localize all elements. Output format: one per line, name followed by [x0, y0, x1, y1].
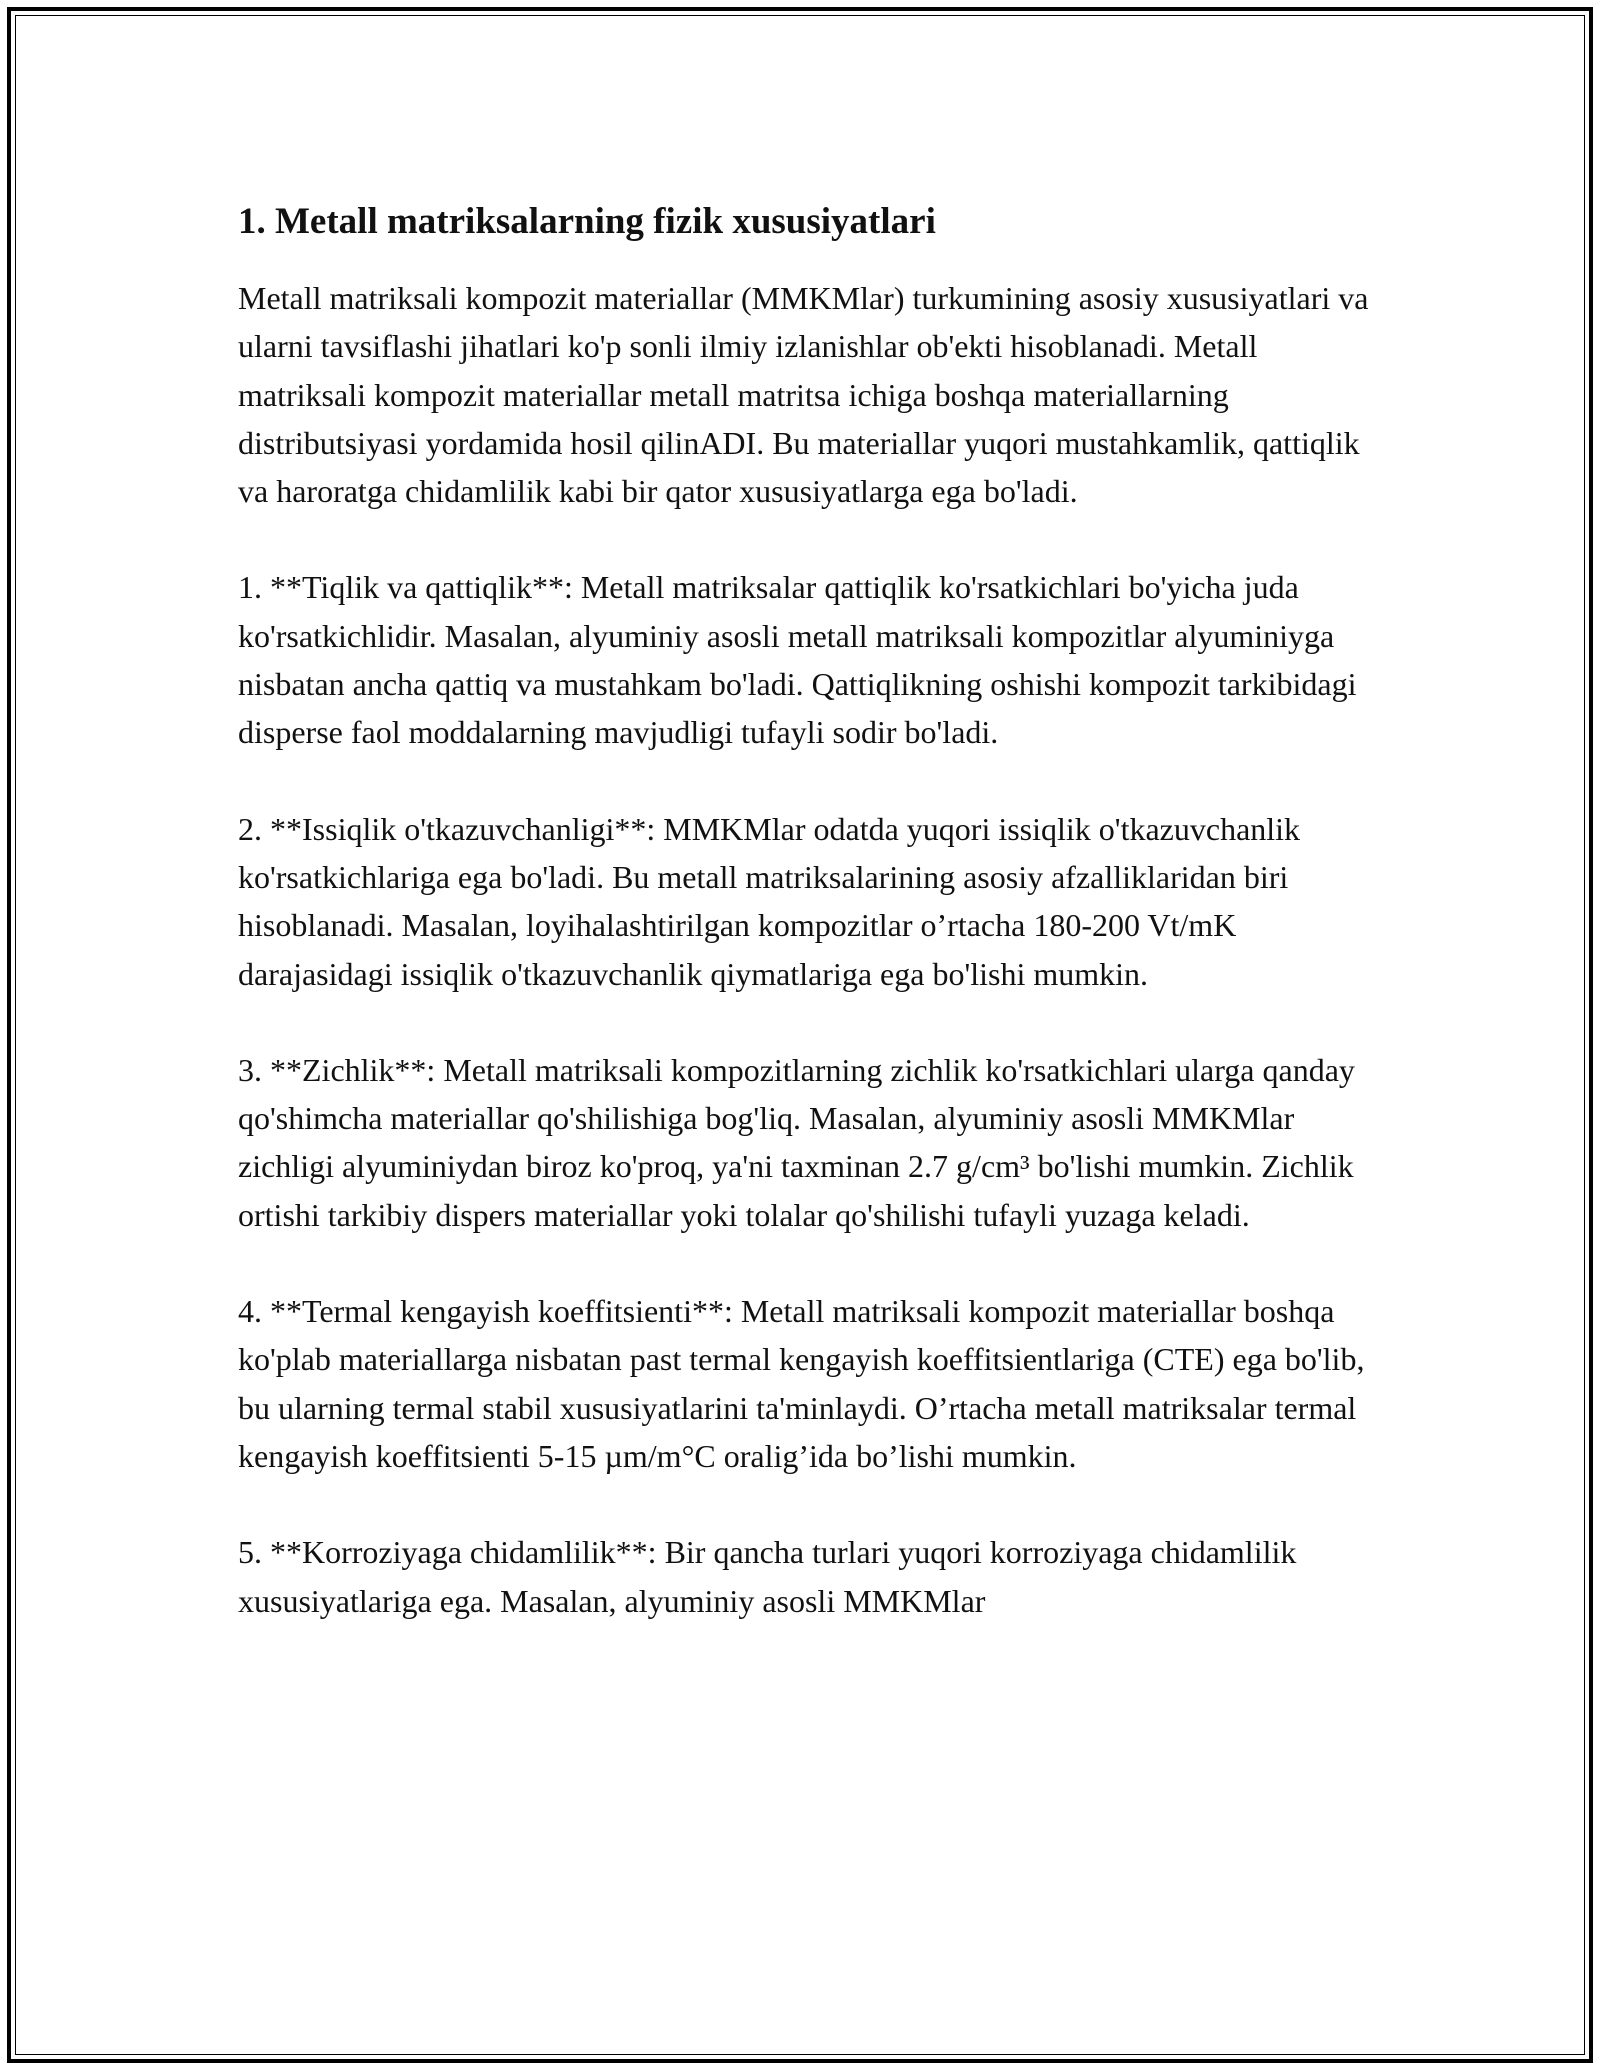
paragraph-thermal-conductivity: 2. **Issiqlik o'tkazuvchanligi**: MMKMlar odatda yuqori issiqlik o'tkazuvchanlik ko'rsatkichlariga ega bo'ladi. Bu metall matriksalarining asosiy afzalliklaridan biri hisoblanadi. Masalan, loyihalashtirilgan kompozitlar o’rtacha 180-200 Vt/mK darajasidagi issiqlik o'tkazuvchanlik qiymatlariga ega bo'lishi mumkin. [238, 810, 1301, 992]
paragraph-density: 3. **Zichlik**: Metall matriksali kompozitlarning zichlik ko'rsatkichlari ularga qanday qo'shimcha materiallar qo'shilishiga bog'liq. Masalan, alyuminiy asosli MMKMlar zichligi alyuminiydan biroz ko'proq, ya'ni taxminan 2.7 g/cm³ bo'lishi mumkin. Zichlik ortishi tarkibiy dispers materiallar yoki tolalar qo'shilishi tufayli yuzaga keladi. [238, 1051, 1355, 1233]
intro-paragraph: Metall matriksali kompozit materiallar (MMKMlar) turkumining asosiy xususiyatlari va ularni tavsiflashi jihatlari ko'p sonli ilmiy izlanishlar ob'ekti hisoblanadi. Metall matriksali kompozit materiallar metall matritsa ichiga boshqa materiallarning distributsiyasi yordamida hosil qilinADI. Bu materiallar yuqori mustahkamlik, qattiqlik va haroratga chidamlilik kabi bir qator xususiyatlarga ega bo'ladi. [238, 280, 1369, 510]
document-body [238, 196, 1388, 1673]
paragraph-thermal-expansion: 4. **Termal kengayish koeffitsienti**: Metall matriksali kompozit materiallar boshqa ko'plab materiallarga nisbatan past termal kengayish koeffitsientlariga (CTE) ega bo'lib, bu ularning termal stabil xususiyatlarini ta'minlaydi. O’rtacha metall matriksalar termal kengayish koeffitsienti 5-15 µm/m°C oralig’ida bo’lishi mumkin. [238, 1293, 1365, 1474]
section-heading: 1. Metall matriksalarning fizik xususiyatlari [238, 201, 936, 242]
paragraph-corrosion-resistance: 5. **Korroziyaga chidamlilik**: Bir qancha turlari yuqori korroziyaga chidamlilik xususiyatlariga ega. Masalan, alyuminiy asosli MMKMlar [238, 1534, 1297, 1619]
paragraph-hardness: 1. **Tiqlik va qattiqlik**: Metall matriksalar qattiqlik ko'rsatkichlari bo'yicha juda ko'rsatkichlidir. Masalan, alyuminiy asosli metall matriksali kompozitlar alyuminiyga nisbatan ancha qattiq va mustahkam bo'ladi. Qattiqlikning oshishi kompozit tarkibidagi disperse faol moddalarning mavjudligi tufayli sodir bo'ladi. [238, 569, 1357, 751]
page-frame [7, 7, 1593, 2063]
